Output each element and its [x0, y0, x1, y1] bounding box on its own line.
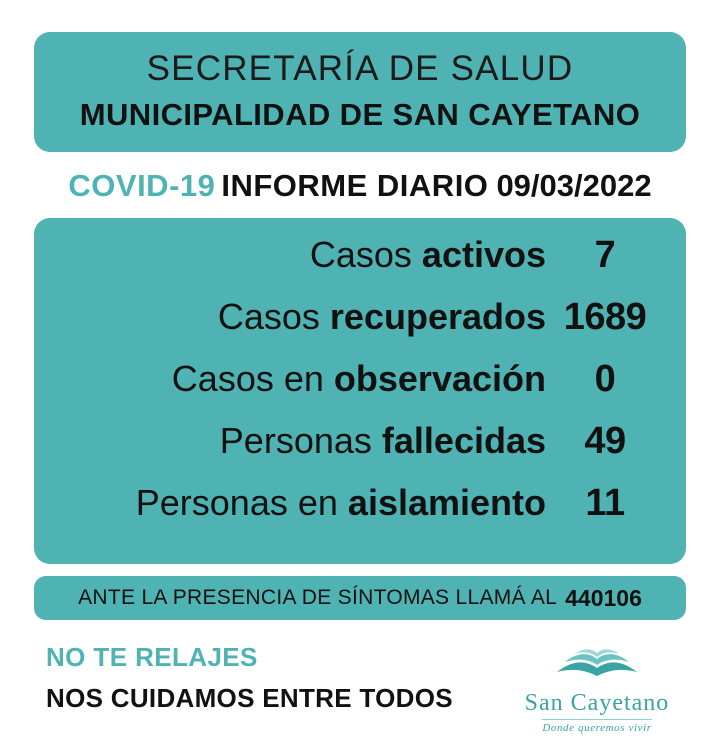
stat-value-casos-observacion: 0: [594, 358, 616, 401]
subtitle-covid-label: COVID-19: [68, 168, 216, 204]
municipality-logo: [512, 642, 686, 736]
subtitle-report-label: INFORME DIARIO: [221, 168, 489, 204]
stat-row-personas-aislamiento: [56, 484, 664, 546]
footer: [34, 642, 686, 736]
header-title-municipalidad: MUNICIPALIDAD DE SAN CAYETANO: [79, 96, 641, 132]
stats-card: [34, 218, 686, 564]
subtitle-date: 09/03/2022: [496, 168, 652, 204]
footer-slogan-line2: NOS CUIDAMOS ENTRE TODOS: [46, 683, 453, 714]
stat-label-bold: aislamiento: [347, 482, 546, 524]
logo-tagline: Donde queremos vivir: [542, 719, 651, 734]
stat-row-casos-observacion: [56, 360, 664, 422]
stat-label-light: Casos en: [171, 358, 324, 400]
emergency-phone-text: ANTE LA PRESENCIA DE SÍNTOMAS LLAMÁ AL: [78, 586, 558, 610]
footer-slogan: [34, 642, 453, 714]
stat-row-casos-activos: [56, 236, 664, 298]
stat-row-personas-fallecidas: [56, 422, 664, 484]
stat-label-personas-aislamiento: [56, 482, 546, 524]
header-title-secretaria: SECRETARÍA DE SALUD: [146, 49, 574, 88]
stat-label-casos-observacion: [56, 358, 546, 400]
covid-daily-report-poster: [0, 32, 720, 754]
header-card: [34, 32, 686, 152]
stat-value-casos-recuperados: 1689: [563, 296, 647, 339]
footer-slogan-line1: NO TE RELAJES: [46, 642, 258, 673]
stat-label-casos-activos: [56, 234, 546, 276]
stat-value-casos-activos: 7: [594, 234, 616, 277]
stat-value-personas-aislamiento: 11: [585, 482, 625, 525]
stat-label-light: Personas en: [135, 482, 338, 524]
stat-label-bold: recuperados: [329, 296, 546, 338]
report-subtitle: [34, 168, 686, 204]
stat-label-light: Casos: [309, 234, 412, 276]
stat-value-personas-fallecidas: 49: [584, 420, 626, 463]
logo-name: San Cayetano: [524, 690, 670, 717]
stat-label-personas-fallecidas: [56, 420, 546, 462]
stat-label-bold: fallecidas: [381, 420, 546, 462]
stat-label-casos-recuperados: [56, 296, 546, 338]
stat-label-bold: observación: [333, 358, 546, 400]
emergency-phone-number: 440106: [565, 584, 642, 611]
stat-label-light: Personas: [219, 420, 372, 462]
stat-label-bold: activos: [421, 234, 546, 276]
book-wave-icon: [512, 642, 682, 688]
emergency-phone-bar: [34, 576, 686, 620]
stat-label-light: Casos: [217, 296, 320, 338]
stat-row-casos-recuperados: [56, 298, 664, 360]
